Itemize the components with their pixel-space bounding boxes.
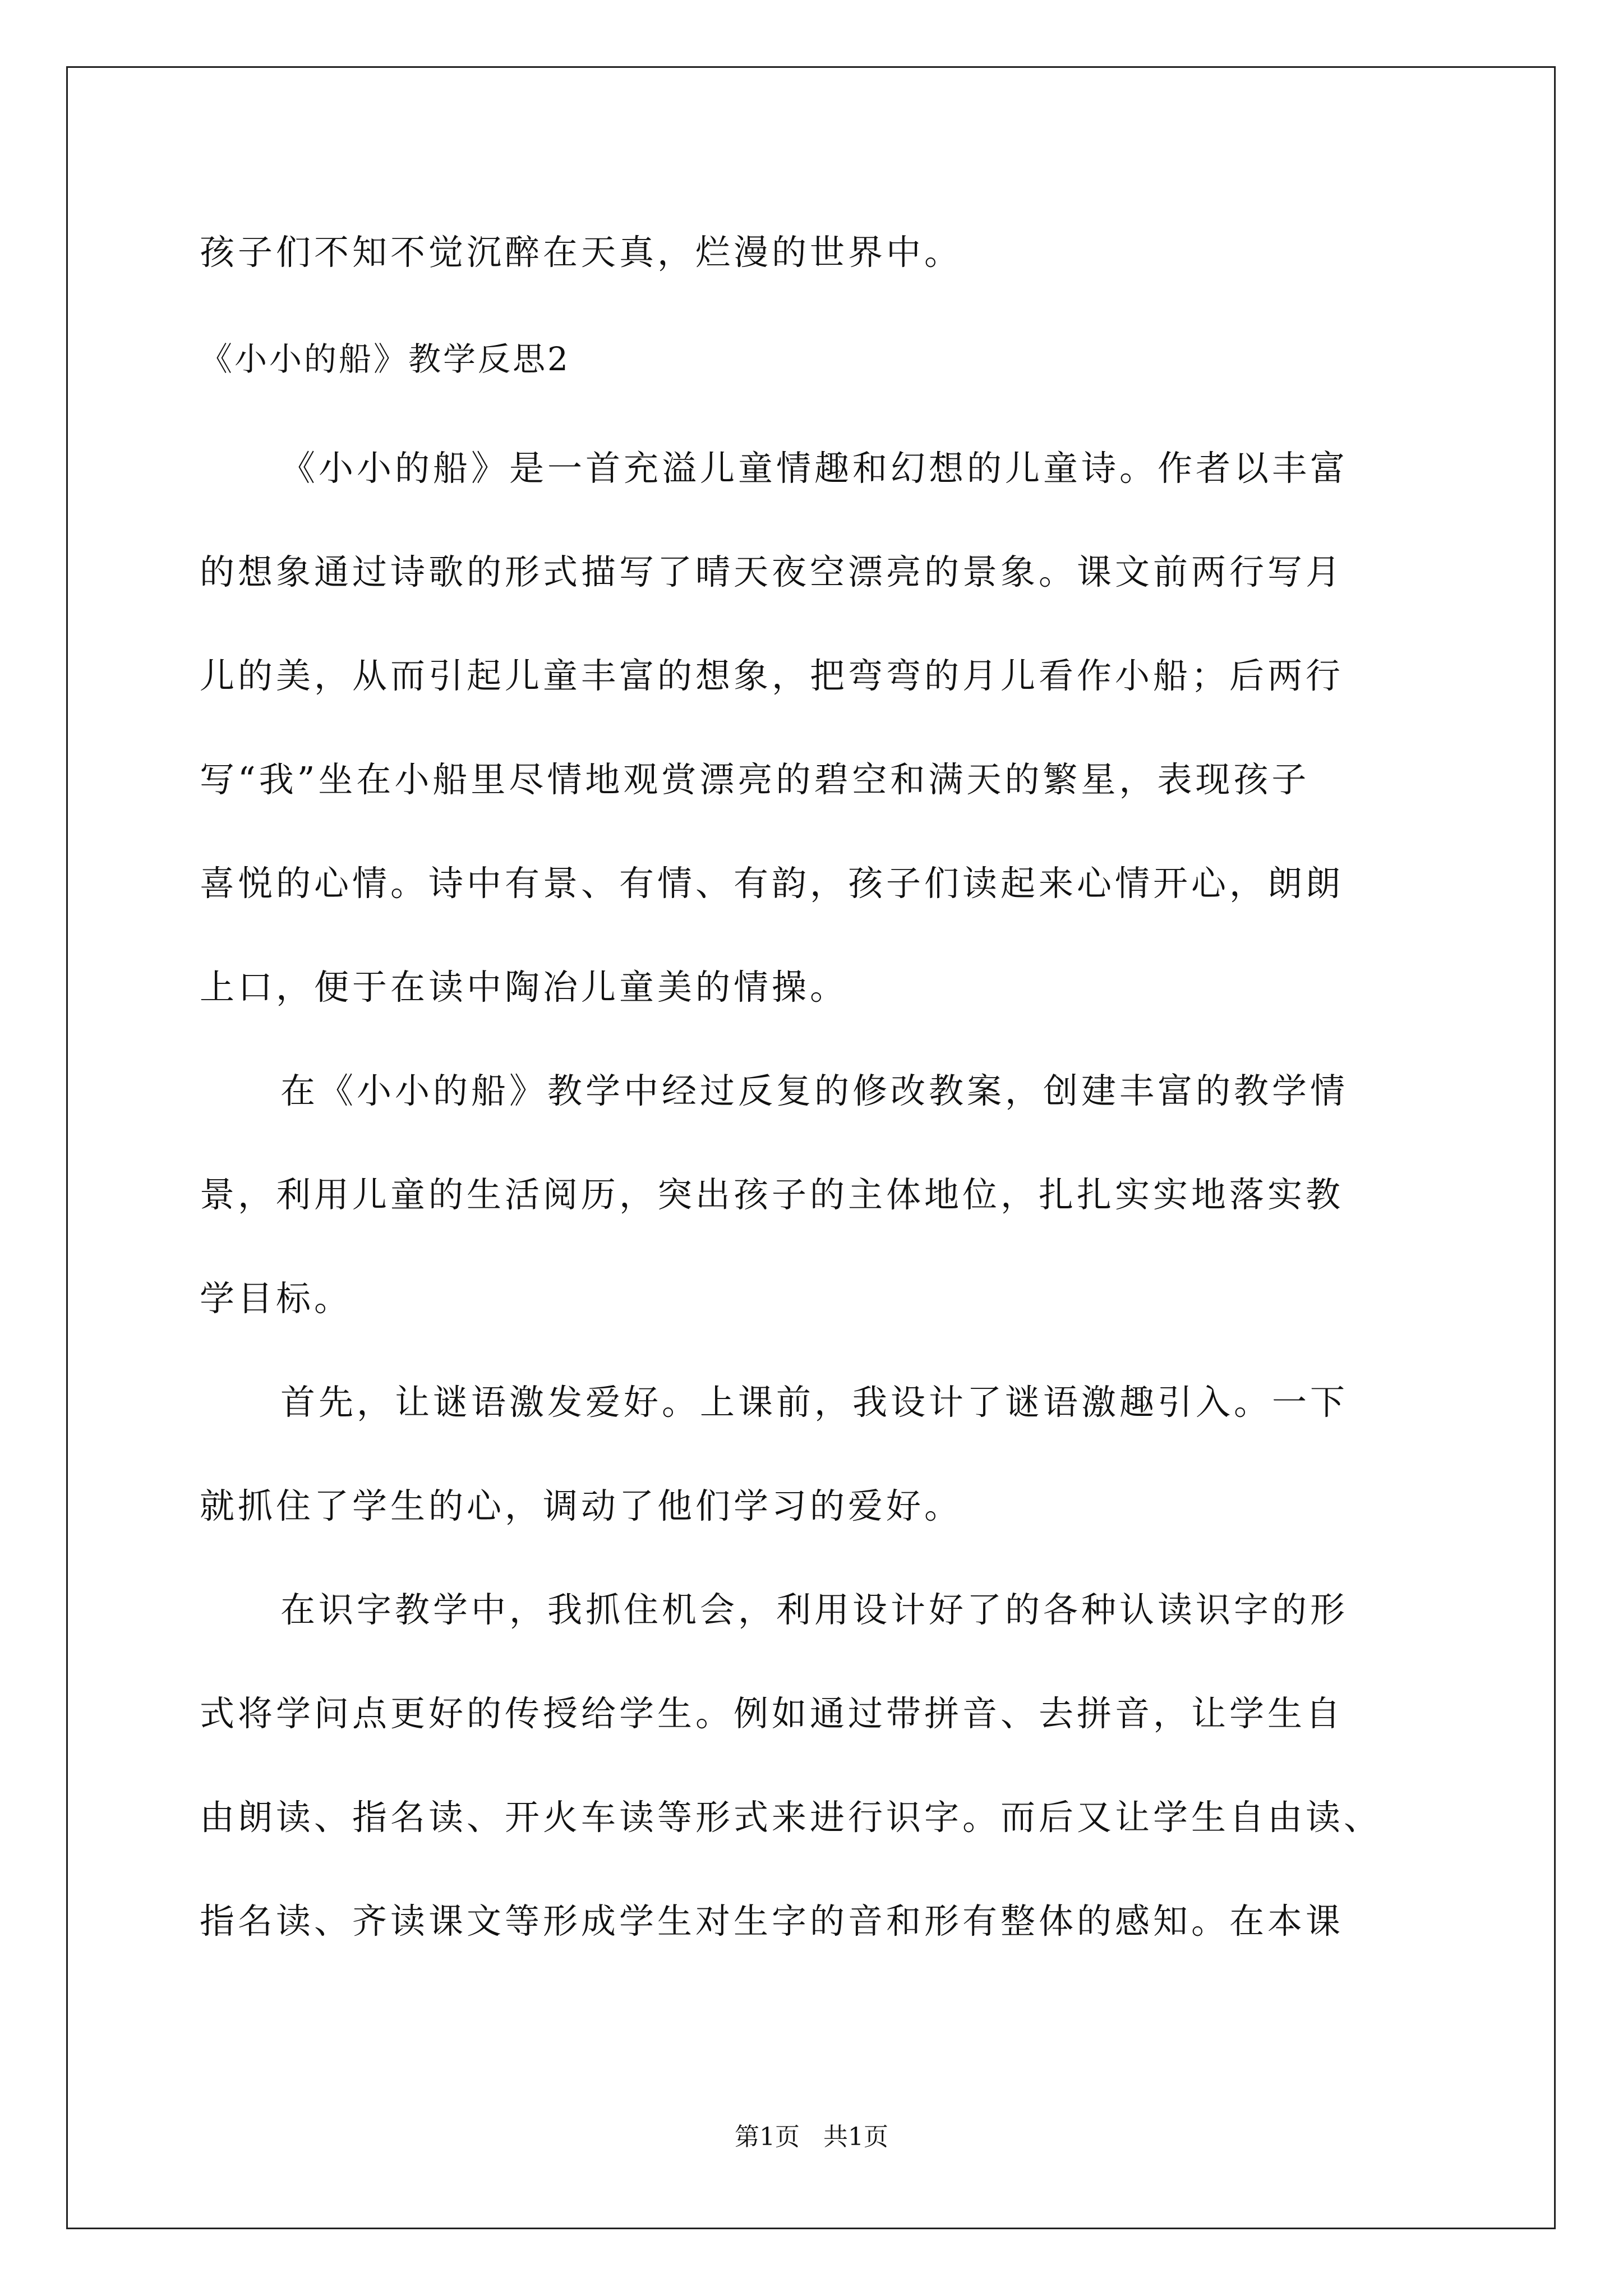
text-line: 孩子们不知不觉沉醉在天真，烂漫的世界中。 xyxy=(200,232,963,273)
section-heading: 《小小的船》教学反思2 xyxy=(200,340,570,378)
paragraph-line: 喜悦的心情。诗中有景、有情、有韵，孩子们读起来心情开心，朗朗 xyxy=(200,863,1344,904)
paragraph-line: 首先，让谜语激发爱好。上课前，我设计了谜语激趣引入。一下 xyxy=(280,1382,1349,1423)
paragraph-line: 由朗读、指名读、开火车读等形式来进行识字。而后又让学生自由读、 xyxy=(200,1797,1382,1838)
paragraph-line: 写“我”坐在小船里尽情地观赏漂亮的碧空和满天的繁星，表现孩子 xyxy=(200,759,1310,800)
paragraph-line: 上口，便于在读中陶冶儿童美的情操。 xyxy=(200,967,849,1007)
paragraph-line: 在《小小的船》教学中经过反复的修改教案，创建丰富的教学情 xyxy=(280,1070,1349,1111)
paragraph-line: 就抓住了学生的心，调动了他们学习的爱好。 xyxy=(200,1485,963,1526)
paragraph-line: 儿的美，从而引起儿童丰富的想象，把弯弯的月儿看作小船；后两行 xyxy=(200,655,1344,696)
paragraph-line: 式将学问点更好的传授给学生。例如通过带拼音、去拼音，让学生自 xyxy=(200,1693,1344,1734)
paragraph-line: 指名读、齐读课文等形成学生对生字的音和形有整体的感知。在本课 xyxy=(200,1901,1344,1941)
paragraph-line: 在识字教学中，我抓住机会，利用设计好了的各种认读识字的形 xyxy=(280,1589,1349,1630)
paragraph-line: 学目标。 xyxy=(200,1278,353,1319)
paragraph-line: 的想象通过诗歌的形式描写了晴天夜空漂亮的景象。课文前两行写月 xyxy=(200,551,1344,592)
page-footer: 第1页 共1页 xyxy=(735,2123,888,2151)
paragraph-line: 《小小的船》是一首充溢儿童情趣和幻想的儿童诗。作者以丰富 xyxy=(280,448,1349,489)
paragraph-line: 景，利用儿童的生活阅历，突出孩子的主体地位，扎扎实实地落实教 xyxy=(200,1174,1344,1215)
